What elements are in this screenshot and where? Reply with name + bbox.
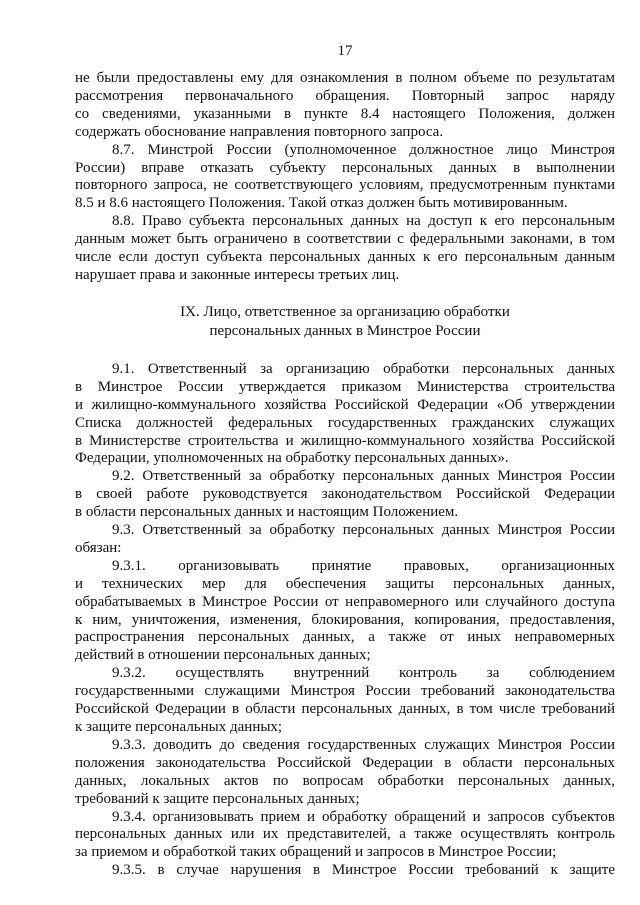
paragraph-line: 8.8. Право субъекта персональных данных на доступ к его персональным (112, 213, 615, 230)
paragraph-line: 9.3.1. организовывать принятие правовых, организационных (112, 557, 615, 574)
paragraph-line: в Министерстве строительства и жилищно-коммунального хозяйства Российской (75, 432, 615, 449)
paragraph-line: нарушает права и законные интересы третьих лиц. (75, 266, 400, 283)
paragraph-line: Российской Федерации в области персональных данных, в том числе требований (75, 701, 615, 718)
paragraph-line: 9.3.5. в случае нарушения в Минстрое России требований к защите (112, 862, 615, 879)
paragraph (75, 142, 615, 214)
paragraph-line: Федерации, уполномоченных на обработку персональных данных». (75, 450, 509, 467)
paragraph (75, 862, 615, 880)
paragraph-line: России) вправе отказать субъекту персональных данных в выполнении (75, 159, 615, 176)
paragraph-line: 9.2. Ответственный за обработку персональных данных Минстроя России (112, 468, 615, 485)
paragraph-line: действий в отношении персональных данных; (75, 647, 371, 664)
paragraph-line: к защите персональных данных; (75, 719, 283, 735)
paragraph-line: в Минстрое России утверждается приказом Министерства строительства (75, 378, 615, 395)
paragraph (75, 70, 615, 142)
paragraph-line: требований к защите персональных данных; (75, 790, 360, 807)
paragraph-line: 9.3.2. осуществлять внутренний контроль за соблюдением (112, 665, 615, 682)
paragraph-line: данных, локальных актов по вопросам обработки персональных данных, (75, 772, 615, 789)
paragraph-line: в области персональных данных и настоящим Положением. (75, 504, 459, 521)
paragraph-line: обязан: (75, 539, 122, 556)
paragraph-line: за приемом и обработкой таких обращений и запросов в Минстрое России; (75, 844, 557, 861)
paragraph (75, 737, 615, 809)
paragraph-line: содержать обоснование направления повторного запроса. (75, 123, 444, 140)
heading-line: IX. Лицо, ответственное за организацию обработки (180, 303, 510, 320)
paragraph-line: к ним, уничтожения, изменения, блокирования, копирования, предоставления, (75, 611, 615, 628)
paragraph-line: 9.3. Ответственный за обработку персональных данных Минстроя России (112, 522, 615, 539)
paragraph (75, 361, 615, 468)
paragraph-line: персональных данных или их представителей, а также осуществлять контроль (75, 826, 615, 843)
paragraph-line: государственными служащими Минстроя России требований законодательства (75, 683, 615, 700)
page-number: 17 (337, 43, 353, 59)
paragraph-line: обрабатываемых в Минстрое России от неправомерного или случайного доступа (75, 593, 615, 610)
paragraph-line: данным может быть ограничено в соответствии с федеральными законами, в том (75, 231, 615, 248)
paragraph-line: 9.3.4. организовывать прием и обработку обращений и запросов субъектов (112, 808, 615, 825)
document-body (75, 70, 615, 880)
paragraph-line: Списка должностей федеральных государственных гражданских служащих (75, 414, 615, 431)
paragraph (75, 558, 615, 665)
paragraph (75, 522, 615, 558)
paragraph-line: 8.7. Минстрой России (уполномоченное должностное лицо Минстроя (112, 141, 615, 158)
section-heading (75, 303, 615, 341)
paragraph-line: повторного запроса, не соответствующего условиям, предусмотренным пунктами (75, 177, 615, 194)
paragraph-line: 9.3.3. доводить до сведения государственных служащих Минстроя России (112, 736, 615, 753)
paragraph-line: 9.1. Ответственный за организацию обработки персональных данных (112, 360, 615, 377)
paragraph-line: рассмотрения первоначального обращения. Повторный запрос наряду (75, 87, 615, 104)
paragraph (75, 213, 615, 285)
paragraph-line: и жилищно-коммунального хозяйства Российской Федерации «Об утверждении (75, 396, 615, 413)
paragraph-line: в своей работе руководствуется законодательством Российской Федерации (75, 486, 615, 503)
paragraph-line: со сведениями, указанными в пункте 8.4 настоящего Положения, должен (75, 105, 615, 122)
paragraph (75, 468, 615, 522)
paragraph-line: и технических мер для обеспечения защиты персональных данных, (75, 575, 615, 592)
paragraph-line: распространения персональных данных, а также от иных неправомерных (75, 629, 615, 646)
paragraph-line: числе если доступ субъекта персональных данных к его персональным данным (75, 249, 615, 266)
heading-line: персональных данных в Минстрое России (209, 322, 481, 339)
paragraph-line: положения законодательства Российской Федерации в области персональных (75, 754, 615, 771)
paragraph (75, 809, 615, 863)
paragraph-line: не были предоставлены ему для ознакомления в полном объеме по результатам (75, 70, 615, 86)
paragraph (75, 665, 615, 737)
paragraph-line: 8.5 и 8.6 настоящего Положения. Такой отказ должен быть мотивированным. (75, 195, 568, 212)
